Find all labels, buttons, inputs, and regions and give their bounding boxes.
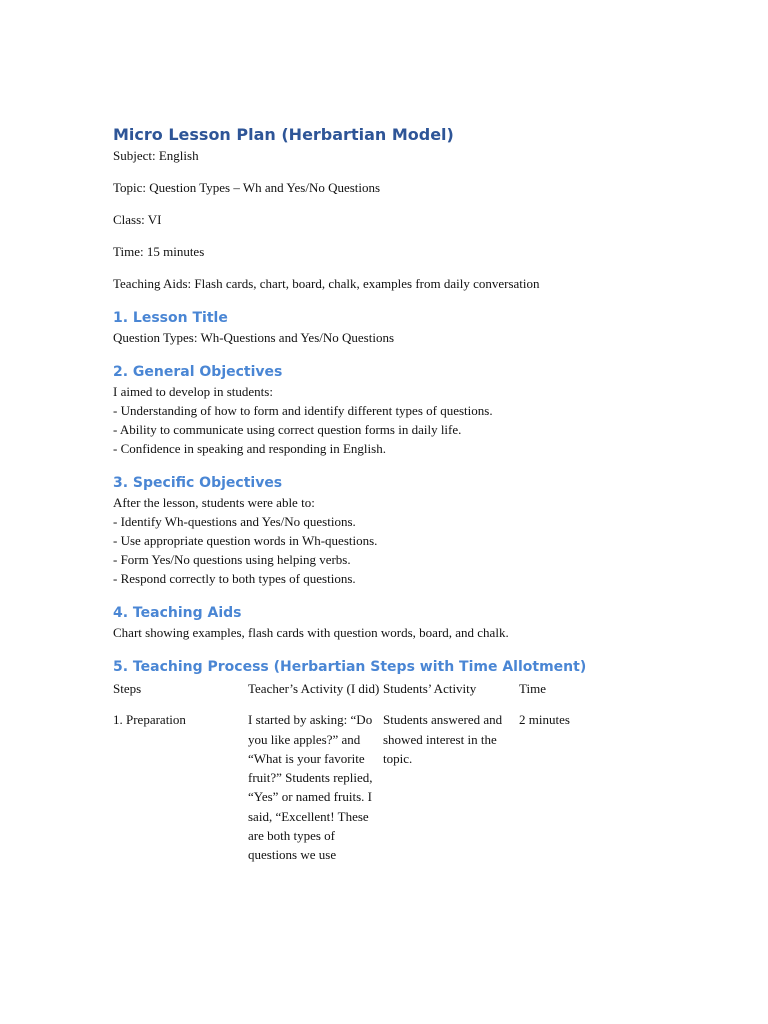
cell-step: 1. Preparation bbox=[113, 712, 186, 728]
document-title: Micro Lesson Plan (Herbartian Model) bbox=[113, 125, 454, 144]
specific-objectives-intro: After the lesson, students were able to: bbox=[113, 495, 315, 510]
header-steps: Steps bbox=[113, 681, 142, 696]
specific-objective-item: - Form Yes/No questions using helping verbs. bbox=[113, 552, 351, 567]
cell-teacher-activity: I started by asking: “Do you like apples?” and “What is your favorite fruit?” Students replied, “Yes” or named fruits. I said, “Excellent! These are both types of questions we use bbox=[248, 712, 373, 863]
table-row bbox=[113, 710, 609, 864]
section-heading-lesson-title: 1. Lesson Title bbox=[113, 310, 228, 326]
teaching-aids-line: Teaching Aids: Flash cards, chart, board, chalk, examples from daily conversation bbox=[113, 276, 540, 291]
lesson-title-text: Question Types: Wh-Questions and Yes/No Questions bbox=[113, 330, 394, 345]
time-line: Time: 15 minutes bbox=[113, 244, 205, 259]
general-objective-item: - Understanding of how to form and identify different types of questions. bbox=[113, 403, 493, 418]
cell-students-activity: Students answered and showed interest in the topic. bbox=[383, 712, 503, 766]
header-time: Time bbox=[519, 681, 546, 696]
general-objectives-intro: I aimed to develop in students: bbox=[113, 384, 273, 399]
class-line: Class: VI bbox=[113, 212, 162, 227]
teaching-process-table bbox=[113, 679, 609, 865]
general-objective-item: - Ability to communicate using correct question forms in daily life. bbox=[113, 422, 462, 437]
specific-objective-item: - Respond correctly to both types of questions. bbox=[113, 571, 356, 586]
section-heading-teaching-process: 5. Teaching Process (Herbartian Steps with Time Allotment) bbox=[113, 659, 587, 675]
cell-time: 2 minutes bbox=[519, 712, 570, 728]
subject-line: Subject: English bbox=[113, 148, 199, 163]
header-teacher-activity: Teacher’s Activity (I did) bbox=[248, 681, 380, 696]
topic-line: Topic: Question Types – Wh and Yes/No Questions bbox=[113, 180, 381, 195]
header-students-activity: Students’ Activity bbox=[383, 681, 477, 696]
section-heading-general-objectives: 2. General Objectives bbox=[113, 364, 283, 380]
specific-objective-item: - Identify Wh-questions and Yes/No questions. bbox=[113, 514, 356, 529]
specific-objective-item: - Use appropriate question words in Wh-questions. bbox=[113, 533, 378, 548]
document-body bbox=[113, 124, 673, 865]
section-heading-specific-objectives: 3. Specific Objectives bbox=[113, 475, 283, 491]
general-objective-item: - Confidence in speaking and responding in English. bbox=[113, 441, 386, 456]
table-header-row bbox=[113, 679, 609, 698]
section-heading-teaching-aids: 4. Teaching Aids bbox=[113, 605, 242, 621]
teaching-aids-text: Chart showing examples, flash cards with question words, board, and chalk. bbox=[113, 625, 509, 640]
